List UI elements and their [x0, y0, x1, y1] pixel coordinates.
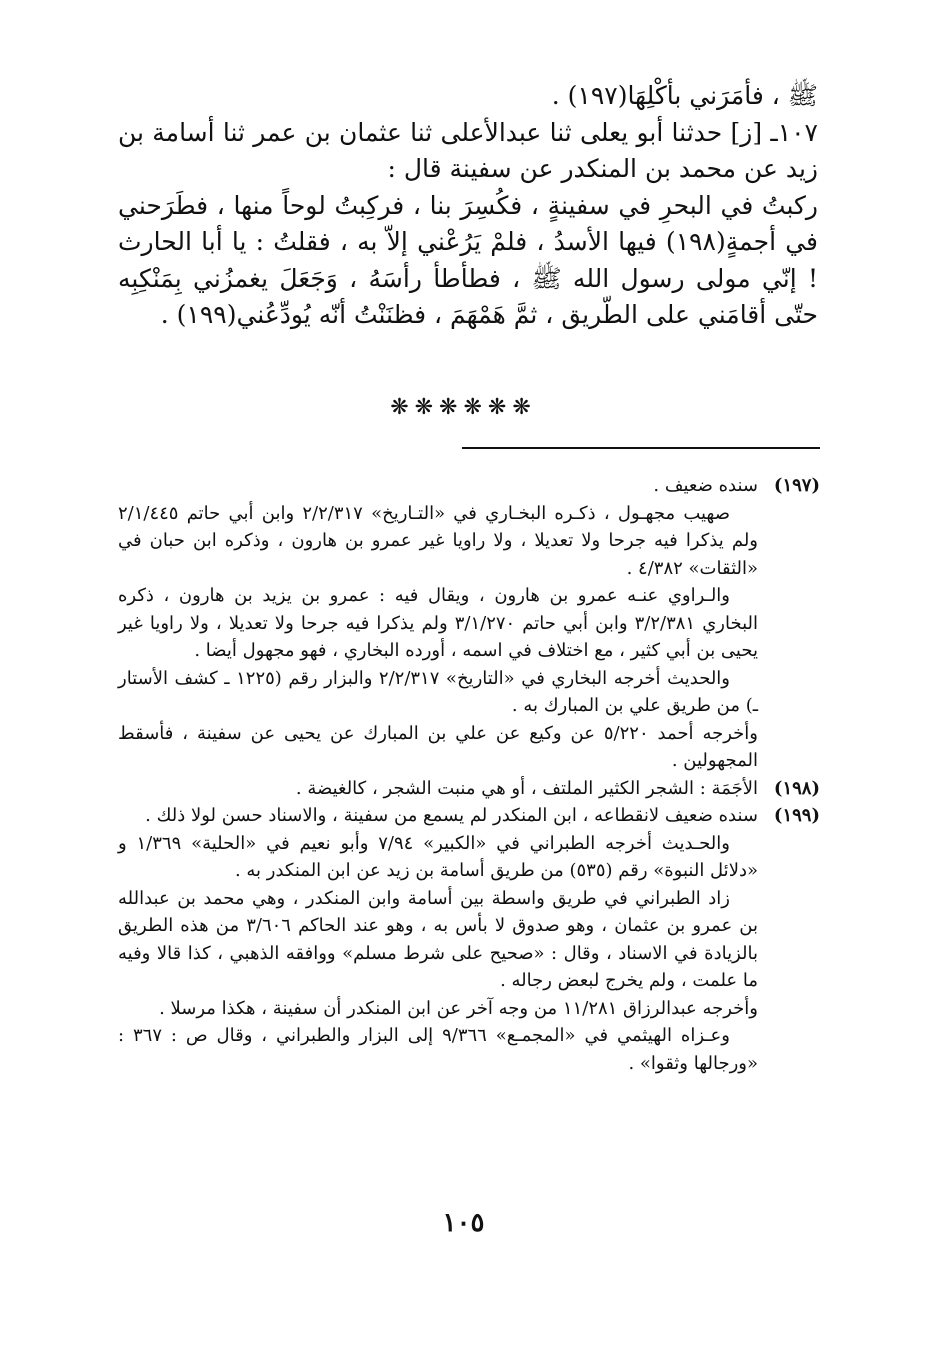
footnote-paragraph: صهيب مجهـول ، ذكـره البخـاري في «التـاريخ» ٢/٢/٣١٧ وابن أبي حاتم ٢/١/٤٤٥ ولم يذكرا فيه جرحا ولا تعديلا ، ولا راويا غير عمرو بن هارون ، وذكره ابن حبان في «الثقات» ٤/٣٨٢ . [118, 502, 758, 579]
page-number: ١٠٥ [442, 1208, 485, 1238]
footnote-paragraph: زاد الطبراني في طريق واسطة بين أسامة وابن المنكدر ، وهي محمد بن عبدالله بن عمرو بن عثمان ، وهو صدوق لا بأس به ، وهو عند الحاكم ٣/٦٠٦ من هذه الطريق بالزيادة في الاسناد ، وقال : «صحيح على شرط مسلم» ووافقه الذهبي ، كذا قالا وفيه ما علمت ، ولم يخرج لبعض رجاله . [118, 887, 758, 991]
footnote-paragraph: وأخرجه أحمد ٥/٢٢٠ عن وكيع عن علي بن المبارك عن يحيى عن سفينة ، فأسقط المجهولين . [118, 722, 758, 771]
footnote-body [118, 775, 758, 803]
footnote-paragraph: سنده ضعيف . [653, 475, 758, 496]
hadith-isnad: ١٠٧ـ [ز] حدثنا أبو يعلى ثنا عبدالأعلى ثنا عثمان بن عمر ثنا أسامة بن زيد عن محمد بن المنكدر عن سفينة قال : [118, 117, 818, 183]
footnote-198 [118, 775, 820, 803]
footnote-divider [462, 447, 820, 449]
footnote-paragraph: سنده ضعيف لانقطاعه ، ابن المنكدر لم يسمع من سفينة ، والاسناد حسن لولا ذلك . [145, 805, 758, 826]
footnote-number: (١٩٧) [773, 475, 820, 496]
footnote-paragraph: والـراوي عنـه عمرو بن هارون ، ويقال فيه : عمرو بن يزيد بن هارون ، ذكره البخاري ٣/٢/٣٨١ وابن أبي حاتم ٣/١/٢٧٠ ولم يذكرا فيه جرحا ولا تعديلا ، ولا راويا غير يحيى بن أبي كثير ، مع اختلاف في اسمه ، أورده البخاري ، فهو مجهول أيضا . [118, 585, 758, 661]
footnote-number: (١٩٨) [773, 777, 820, 799]
footnote-body [118, 472, 758, 775]
footnote-197 [118, 472, 820, 775]
footnote-paragraph: الأجَمَة : الشجر الكثير الملتف ، أو هي منبت الشجر ، كالغيضة . [295, 777, 758, 799]
section-separator: ❋❋❋❋❋❋ [390, 395, 537, 420]
footnote-199 [118, 802, 820, 1077]
footnote-paragraph: والحـديث أخرجه الطبراني في «الكبير» ٧/٩٤ وأبو نعيم في «الحلية» ١/٣٦٩ و «دلائل النبوة» رقم (٥٣٥) من طريق أسامة بن زيد عن ابن المنكدر به . [118, 832, 758, 881]
footnote-paragraph: وعـزاه الهيثمي في «المجمـع» ٩/٣٦٦ إلى البزار والطبراني ، وقال ص : ٣٦٧ : «ورجالها وثقوا» . [118, 1025, 758, 1074]
hadith-narration: ركبتُ في البحرِ في سفينةٍ ، فكُسِرَ بنا ، فركِبتُ لوحاً منها ، فطَرَحني في أجمةٍ(١٩٨) فيها الأسدُ ، فلمْ يَرُعْني إلاّ به ، فقلتُ : يا أبا الحارث ! إنّي مولى رسول الله ﷺ ، فطأطأ رأسَهُ ، وَجَعَلَ يغمزُني بِمَنْكِبِه حتّى أقامَني على الطّريق ، ثمَّ هَمْهَمَ ، فظنَنْتُ أنّه يُودِّعُني(١٩٩) . [118, 190, 818, 329]
footnote-paragraph: وأخرجه عبدالرزاق ١١/٢٨١ من وجه آخر عن ابن المنكدر أن سفينة ، هكذا مرسلا . [159, 997, 758, 1019]
footnote-body [118, 802, 758, 1077]
footnote-number: (١٩٩) [773, 805, 820, 826]
footnote-paragraph: والحديث أخرجه البخاري في «التاريخ» ٢/٢/٣١٧ والبزار رقم (١٢٢٥ ـ كشف الأستار ـ) من طريق علي بن المبارك به . [118, 667, 758, 716]
main-text [118, 78, 818, 334]
footnotes [118, 472, 820, 1077]
main-line-continuation: ﷺ ، فأمَرَني بأكْلِهَا(١٩٧) . [551, 81, 818, 110]
